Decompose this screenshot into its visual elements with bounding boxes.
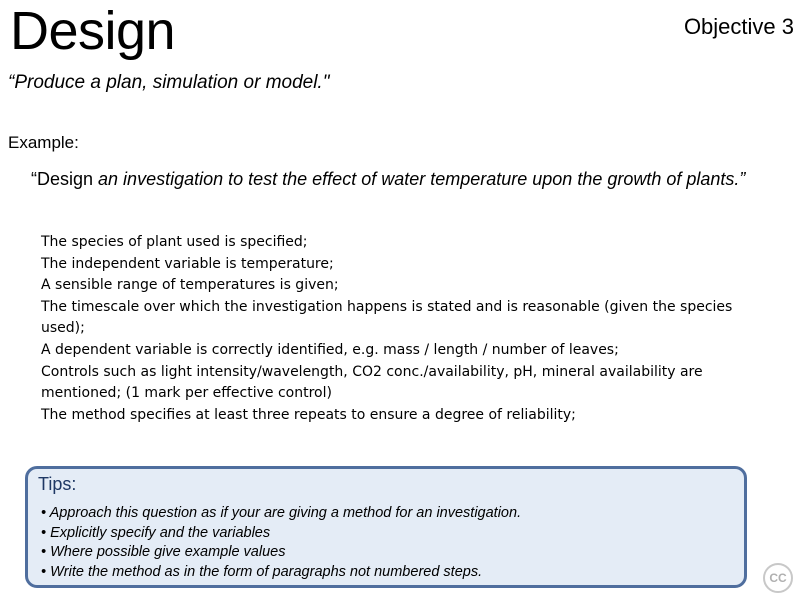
tips-title: Tips: bbox=[38, 474, 77, 494]
criteria-item: A sensible range of temperatures is given; bbox=[41, 277, 339, 294]
tip-item: • Explicitly specify and the variables bbox=[41, 524, 271, 541]
criteria-item: The independent variable is temperature; bbox=[41, 255, 334, 272]
tips-box bbox=[25, 466, 747, 588]
criteria-item: The timescale over which the investigation happens is stated and is reasonable (given the species used); bbox=[41, 298, 733, 337]
task-lead: “Design bbox=[31, 169, 94, 189]
criteria-item: The species of plant used is specified; bbox=[41, 234, 308, 250]
criteria-item: The method specifies at least three repeats to ensure a degree of reliability; bbox=[41, 406, 576, 423]
tip-item: • Approach this question as if your are giving a method for an investigation. bbox=[41, 505, 522, 521]
task-text: an investigation to test the effect of water temperature upon the growth of plants.” bbox=[93, 169, 746, 189]
tip-item: • Write the method as in the form of paragraphs not numbered steps. bbox=[41, 563, 483, 580]
tip-item: • Where possible give example values bbox=[41, 544, 286, 560]
objective-label: Objective 3 bbox=[683, 14, 794, 39]
cc-label: CC bbox=[769, 571, 787, 585]
cc-icon bbox=[763, 563, 793, 593]
marking-criteria-list bbox=[41, 232, 741, 426]
subtitle: “Produce a plan, simulation or model." bbox=[8, 72, 330, 93]
example-task bbox=[31, 168, 751, 190]
criteria-item: A dependent variable is correctly identified, e.g. mass / length / number of leaves; bbox=[41, 341, 619, 358]
example-label: Example: bbox=[8, 133, 79, 152]
tips-list bbox=[41, 504, 521, 582]
criteria-item: Controls such as light intensity/wavelength, CO2 conc./availability, pH, mineral availability are mentioned; (1 mark per effective control) bbox=[41, 363, 703, 402]
page-title: Design bbox=[10, 1, 176, 61]
